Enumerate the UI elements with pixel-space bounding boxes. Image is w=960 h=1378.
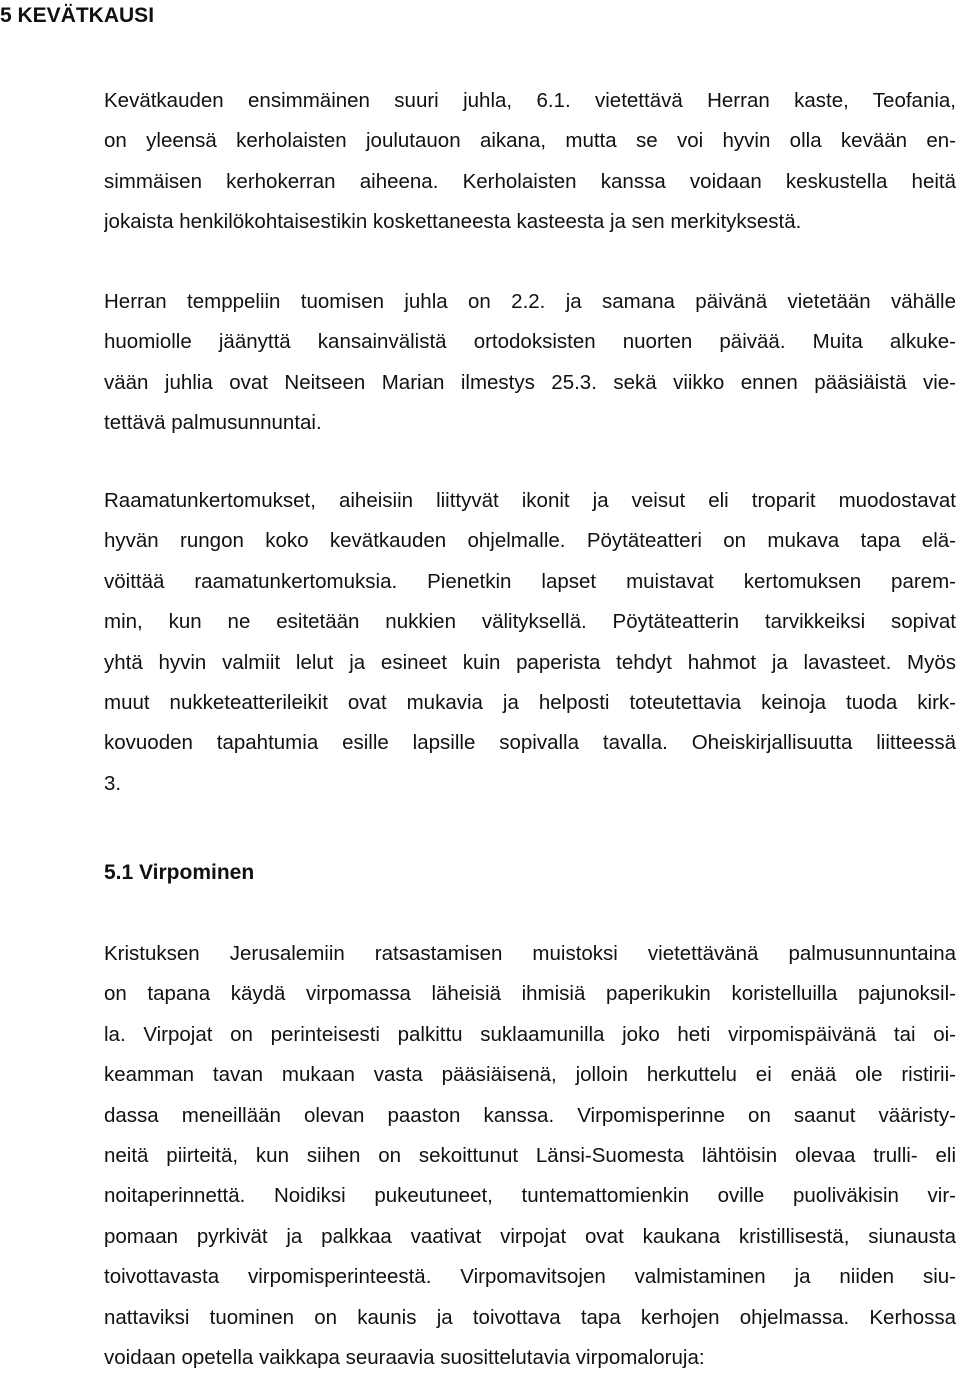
text-line: vään juhlia ovat Neitseen Marian ilmestys 25.3. sekä viikko ennen pääsiäistä vie- [104,370,956,394]
text-line: on yleensä kerholaisten joulutauon aikana, mutta se voi hyvin olla kevään en- [104,129,956,153]
text-line: tettävä palmusunnuntai. [104,411,322,435]
text-line: keamman tavan mukaan vasta pääsiäisenä, jolloin herkuttelu ei enää ole ristirii- [104,1063,956,1087]
text-line: Herran temppeliin tuomisen juhla on 2.2. ja samana päivänä vietetään vähälle [104,290,956,313]
text-line: Kevätkauden ensimmäinen suuri juhla, 6.1. vietettävä Herran kaste, Teofania, [104,89,956,112]
text-line: Raamatunkertomukset, aiheisiin liittyvät ikonit ja veisut eli troparit muodostavat [104,489,956,512]
text-line: jokaista henkilökohtaisestikin koskettaneesta kasteesta ja sen merkityksestä. [104,210,802,234]
text-line: nattaviksi tuominen on kaunis ja toivottava tapa kerhojen ohjelmassa. Kerhossa [104,1305,956,1329]
text-line: yhtä hyvin valmiit lelut ja esineet kuin paperista tehdyt hahmot ja lavasteet. Myös [104,650,956,674]
text-line: huomiolle jäänyttä kansainvälistä ortodoksisten nuorten päivää. Muita alkuke- [104,330,956,354]
text-line: kovuoden tapahtumia esille lapsille sopivalla tavalla. Oheiskirjallisuutta liitteessä [104,731,956,755]
chapter-heading: 5 KEVÄTKAUSI [0,4,155,27]
text-line: vöittää raamatunkertomuksia. Pienetkin lapset muistavat kertomuksen parem- [104,569,956,593]
text-line: la. Virpojat on perinteisesti palkittu suklaamunilla joko heti virpomispäivänä tai oi- [104,1022,956,1046]
text-line: 3. [104,771,122,795]
text-line: hyvän rungon koko kevätkauden ohjelmalle. Pöytäteatteri on mukava tapa elä- [104,529,956,553]
text-line: voidaan opetella vaikkapa seuraavia suosittelutavia virpomaloruja: [104,1345,705,1369]
paragraph-herran-temppeliin [104,282,956,444]
text-line: pomaan pyrkivät ja palkkaa vaativat virpojat ovat kaukana kristillisestä, siunausta [104,1224,956,1248]
text-line: min, kun ne esitetään nukkien välityksellä. Pöytäteatterin tarvikkeiksi sopivat [104,610,956,634]
text-line: neitä piirteitä, kun siihen on sekoittunut Länsi-Suomesta lähtöisin olevaa trulli- eli [104,1143,956,1167]
paragraph-virpominen [104,934,956,1378]
text-line: toivottavasta virpomisperinteestä. Virpomavitsojen valmistaminen ja niiden siu- [104,1265,956,1289]
text-line: simmäisen kerhokerran aiheena. Kerholaisten kanssa voidaan keskustella heitä [104,169,956,193]
section-heading: 5.1 Virpominen [104,861,255,884]
text-line: muut nukketeatterileikit ovat mukavia ja helposti toteutettavia keinoja tuoda kirk- [104,690,956,714]
text-line: on tapana käydä virpomassa läheisiä ihmisiä paperikukin koristelluilla pajunoksil- [104,982,956,1006]
text-line: noitaperinnettä. Noidiksi pukeutuneet, tuntemattomienkin oville puoliväkisin vir- [104,1184,956,1208]
text-line: Kristuksen Jerusalemiin ratsastamisen muistoksi vietettävänä palmusunnuntaina [104,942,956,965]
text-line: dassa meneillään olevan paaston kanssa. Virpomisperinne on saanut vääristy- [104,1103,956,1127]
paragraph-raamatunkertomukset [104,481,956,804]
paragraph-kevatkausi-intro [104,81,956,243]
